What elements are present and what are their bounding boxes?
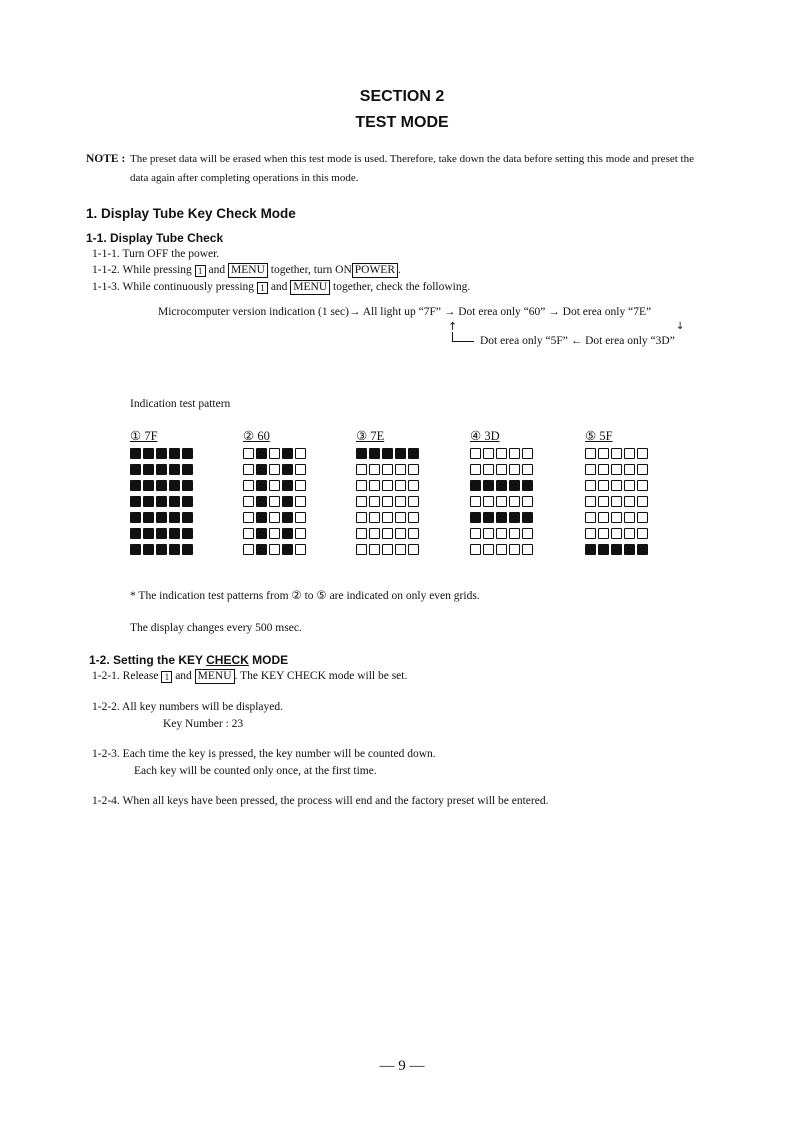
heading-pre: 1-2. Setting the KEY [89,653,207,667]
dot-cell [408,448,419,459]
step-1-1-3 [92,280,470,295]
dot-cell [282,464,293,475]
dot-cell [269,528,280,539]
dot-cell [269,464,280,475]
dot-cell [156,528,167,539]
dot-cell [130,528,141,539]
power-key-box: POWER [352,263,398,278]
and-text: and [208,264,226,276]
pattern-grid-7e [356,448,419,555]
heading-post: MODE [248,653,289,667]
step-number: 1-1-2. [92,264,120,276]
dot-cell [156,448,167,459]
dot-cell [356,512,367,523]
dot-cell [509,544,520,555]
dot-cell [169,480,180,491]
dot-cell [624,528,635,539]
step-1-2-3 [92,748,436,760]
step-text: All key numbers will be displayed. [122,701,284,713]
dot-cell [395,480,406,491]
dot-cell [269,448,280,459]
step-number: 1-1-1. [92,248,120,260]
step-1-1-1 [92,248,219,260]
display-interval: The display changes every 500 msec. [130,622,302,634]
dot-cell [496,480,507,491]
dot-cell [585,464,596,475]
pattern-footnote: * The indication test patterns from ② to ⑤ are indicated on only even grids. [130,590,480,602]
dot-cell [624,464,635,475]
dot-cell [509,496,520,507]
dot-cell [156,512,167,523]
note-line-2: data again after completing operations in this mode. [130,172,359,184]
dot-cell [624,480,635,491]
key-1-box: 1 [161,671,172,683]
dot-cell [483,496,494,507]
dot-cell [509,528,520,539]
dot-cell [369,448,380,459]
dot-cell [598,480,609,491]
dot-cell [282,528,293,539]
dot-cell [395,448,406,459]
dot-cell [637,512,648,523]
dot-cell [382,448,393,459]
dot-cell [143,528,154,539]
dot-cell [522,480,533,491]
dot-cell [295,544,306,555]
dot-cell [243,496,254,507]
key-1-box: 1 [195,265,206,277]
dot-cell [637,544,648,555]
dot-cell [483,512,494,523]
pattern-label-3d: ④ 3D [470,429,500,443]
dot-cell [182,512,193,523]
dot-cell [295,448,306,459]
dot-cell [143,448,154,459]
dot-cell [282,544,293,555]
heading-key-check-mode [89,653,288,667]
dot-cell [182,544,193,555]
dot-cell [611,528,622,539]
dot-cell [269,544,280,555]
dot-cell [509,464,520,475]
dot-cell [356,496,367,507]
step-text: Each time the key is pressed, the key number will be counted down. [122,748,436,760]
dot-cell [369,544,380,555]
dot-cell [282,512,293,523]
sequence-line-2: Dot erea only “5F” ← Dot erea only “3D” [480,335,675,347]
dot-cell [369,496,380,507]
step-1-2-3-sub: Each key will be counted only once, at the first time. [134,765,377,777]
dot-cell [256,544,267,555]
note-label: NOTE : [86,153,126,165]
dot-cell [269,512,280,523]
pattern-grid-7f [130,448,193,555]
down-arrow-icon: ↓ [676,321,685,332]
dot-cell [496,528,507,539]
dot-cell [256,464,267,475]
step-text-end: . The KEY CHECK mode will be set. [234,670,408,682]
dot-cell [470,464,481,475]
dot-cell [256,448,267,459]
dot-cell [130,480,141,491]
pattern-caption: Indication test pattern [130,398,231,410]
dot-cell [156,496,167,507]
dot-cell [256,512,267,523]
step-1-2-2 [92,701,283,713]
dot-cell [282,480,293,491]
dot-cell [585,480,596,491]
dot-cell [637,480,648,491]
dot-cell [156,464,167,475]
dot-cell [637,464,648,475]
step-text: While pressing [122,264,192,276]
dot-cell [369,480,380,491]
step-1-1-2 [92,263,401,278]
dot-cell [598,464,609,475]
pattern-label-5f: ⑤ 5F [585,429,613,443]
dot-cell [382,496,393,507]
step-text-end: together, check the following. [333,281,471,293]
step-1-2-1 [92,669,407,684]
dot-cell [143,496,154,507]
menu-key-box: MENU [290,280,330,295]
dot-cell [483,464,494,475]
step-number: 1-1-3. [92,281,120,293]
dot-cell [369,528,380,539]
dot-cell [356,448,367,459]
dot-cell [143,544,154,555]
dot-cell [483,448,494,459]
section-number: SECTION 2 [359,88,445,105]
step-end: . [398,264,401,276]
dot-cell [295,480,306,491]
step-number: 1-2-3. [92,748,120,760]
dot-cell [408,528,419,539]
dot-cell [356,544,367,555]
dot-cell [295,464,306,475]
dot-cell [156,480,167,491]
dot-cell [282,448,293,459]
dot-cell [522,528,533,539]
dot-cell [598,448,609,459]
dot-cell [509,512,520,523]
dot-cell [496,544,507,555]
key-number: Key Number : 23 [163,718,244,730]
dot-cell [169,544,180,555]
dot-cell [522,448,533,459]
dot-cell [585,544,596,555]
dot-cell [369,464,380,475]
dot-cell [470,496,481,507]
dot-cell [169,496,180,507]
pattern-grid-60 [243,448,306,555]
dot-cell [585,496,596,507]
dot-cell [243,464,254,475]
dot-cell [269,496,280,507]
pattern-label-7e: ③ 7E [356,429,385,443]
dot-cell [130,512,141,523]
and-text: and [175,670,192,682]
dot-cell [611,496,622,507]
and-text: and [270,281,288,293]
dot-cell [624,544,635,555]
dot-cell [169,528,180,539]
dot-cell [143,480,154,491]
dot-cell [470,480,481,491]
dot-cell [356,480,367,491]
dot-cell [496,496,507,507]
dot-cell [130,464,141,475]
dot-cell [408,544,419,555]
dot-cell [256,496,267,507]
dot-cell [637,528,648,539]
dot-cell [256,528,267,539]
heading-underlined: CHECK [206,653,249,667]
dot-cell [585,528,596,539]
dot-cell [269,480,280,491]
dot-cell [356,528,367,539]
pattern-grid-5f [585,448,648,555]
dot-cell [637,496,648,507]
dot-cell [295,528,306,539]
dot-cell [496,512,507,523]
dot-cell [483,544,494,555]
up-arrow-icon: ↑ [448,320,458,333]
dot-cell [637,448,648,459]
dot-cell [585,512,596,523]
step-text: Turn OFF the power. [122,248,220,260]
step-number: 1-2-4. [92,795,120,807]
step-text: When all keys have been pressed, the process will end and the factory preset will be entered. [122,795,549,807]
dot-cell [382,528,393,539]
dot-cell [611,464,622,475]
dot-cell [295,496,306,507]
dot-cell [356,464,367,475]
dot-cell [496,464,507,475]
dot-cell [243,480,254,491]
dot-cell [130,544,141,555]
dot-cell [182,448,193,459]
dot-cell [256,480,267,491]
dot-cell [470,528,481,539]
dot-cell [295,512,306,523]
dot-cell [382,512,393,523]
dot-cell [382,464,393,475]
dot-cell [169,448,180,459]
heading-display-tube-key-check: 1. Display Tube Key Check Mode [86,206,296,221]
dot-cell [624,512,635,523]
dot-cell [522,544,533,555]
dot-cell [369,512,380,523]
dot-cell [395,544,406,555]
dot-cell [611,544,622,555]
dot-cell [395,496,406,507]
dot-cell [243,528,254,539]
dot-cell [130,496,141,507]
dot-cell [282,496,293,507]
heading-display-tube-check: 1-1. Display Tube Check [86,231,224,245]
dot-cell [395,528,406,539]
page-title: TEST MODE [355,114,449,131]
dot-cell [243,448,254,459]
menu-key-box: MENU [195,669,235,684]
pattern-grid-3d [470,448,533,555]
dot-cell [395,464,406,475]
key-1-box: 1 [257,282,268,294]
dot-cell [598,512,609,523]
dot-cell [243,512,254,523]
dot-cell [395,512,406,523]
step-text-mid: together, turn ON [270,264,352,276]
dot-cell [509,480,520,491]
flow-horizontal-line [452,341,474,342]
dot-cell [522,512,533,523]
dot-cell [408,464,419,475]
dot-cell [470,512,481,523]
dot-cell [169,512,180,523]
pattern-label-60: ② 60 [243,429,270,443]
dot-cell [483,480,494,491]
dot-cell [130,448,141,459]
step-number: 1-2-2. [92,701,120,713]
dot-cell [382,480,393,491]
dot-cell [598,496,609,507]
page-number: — 9 — [379,1058,425,1074]
dot-cell [182,496,193,507]
dot-cell [611,512,622,523]
step-number: 1-2-1. [92,670,120,682]
dot-cell [470,544,481,555]
dot-cell [483,528,494,539]
dot-cell [408,480,419,491]
step-text: Release [122,670,159,682]
dot-cell [143,464,154,475]
dot-cell [522,496,533,507]
dot-cell [470,448,481,459]
dot-cell [624,448,635,459]
note-line-1: The preset data will be erased when this test mode is used. Therefore, take down the data before setting this mode and preset the [130,153,694,165]
dot-cell [156,544,167,555]
dot-cell [611,448,622,459]
dot-cell [182,528,193,539]
dot-cell [408,512,419,523]
dot-cell [585,448,596,459]
dot-cell [182,480,193,491]
dot-cell [522,464,533,475]
dot-cell [624,496,635,507]
dot-cell [611,480,622,491]
sequence-line-1: Microcomputer version indication (1 sec)→ All light up “7F” → Dot erea only “60” → Dot erea only “7E” [158,306,652,318]
dot-cell [382,544,393,555]
dot-cell [169,464,180,475]
dot-cell [143,512,154,523]
dot-cell [408,496,419,507]
dot-cell [243,544,254,555]
dot-cell [182,464,193,475]
menu-key-box: MENU [228,263,268,278]
step-1-2-4 [92,795,548,807]
dot-cell [598,544,609,555]
dot-cell [496,448,507,459]
dot-cell [598,528,609,539]
dot-cell [509,448,520,459]
step-text: While continuously pressing [122,281,255,293]
pattern-label-7f: ① 7F [130,429,158,443]
